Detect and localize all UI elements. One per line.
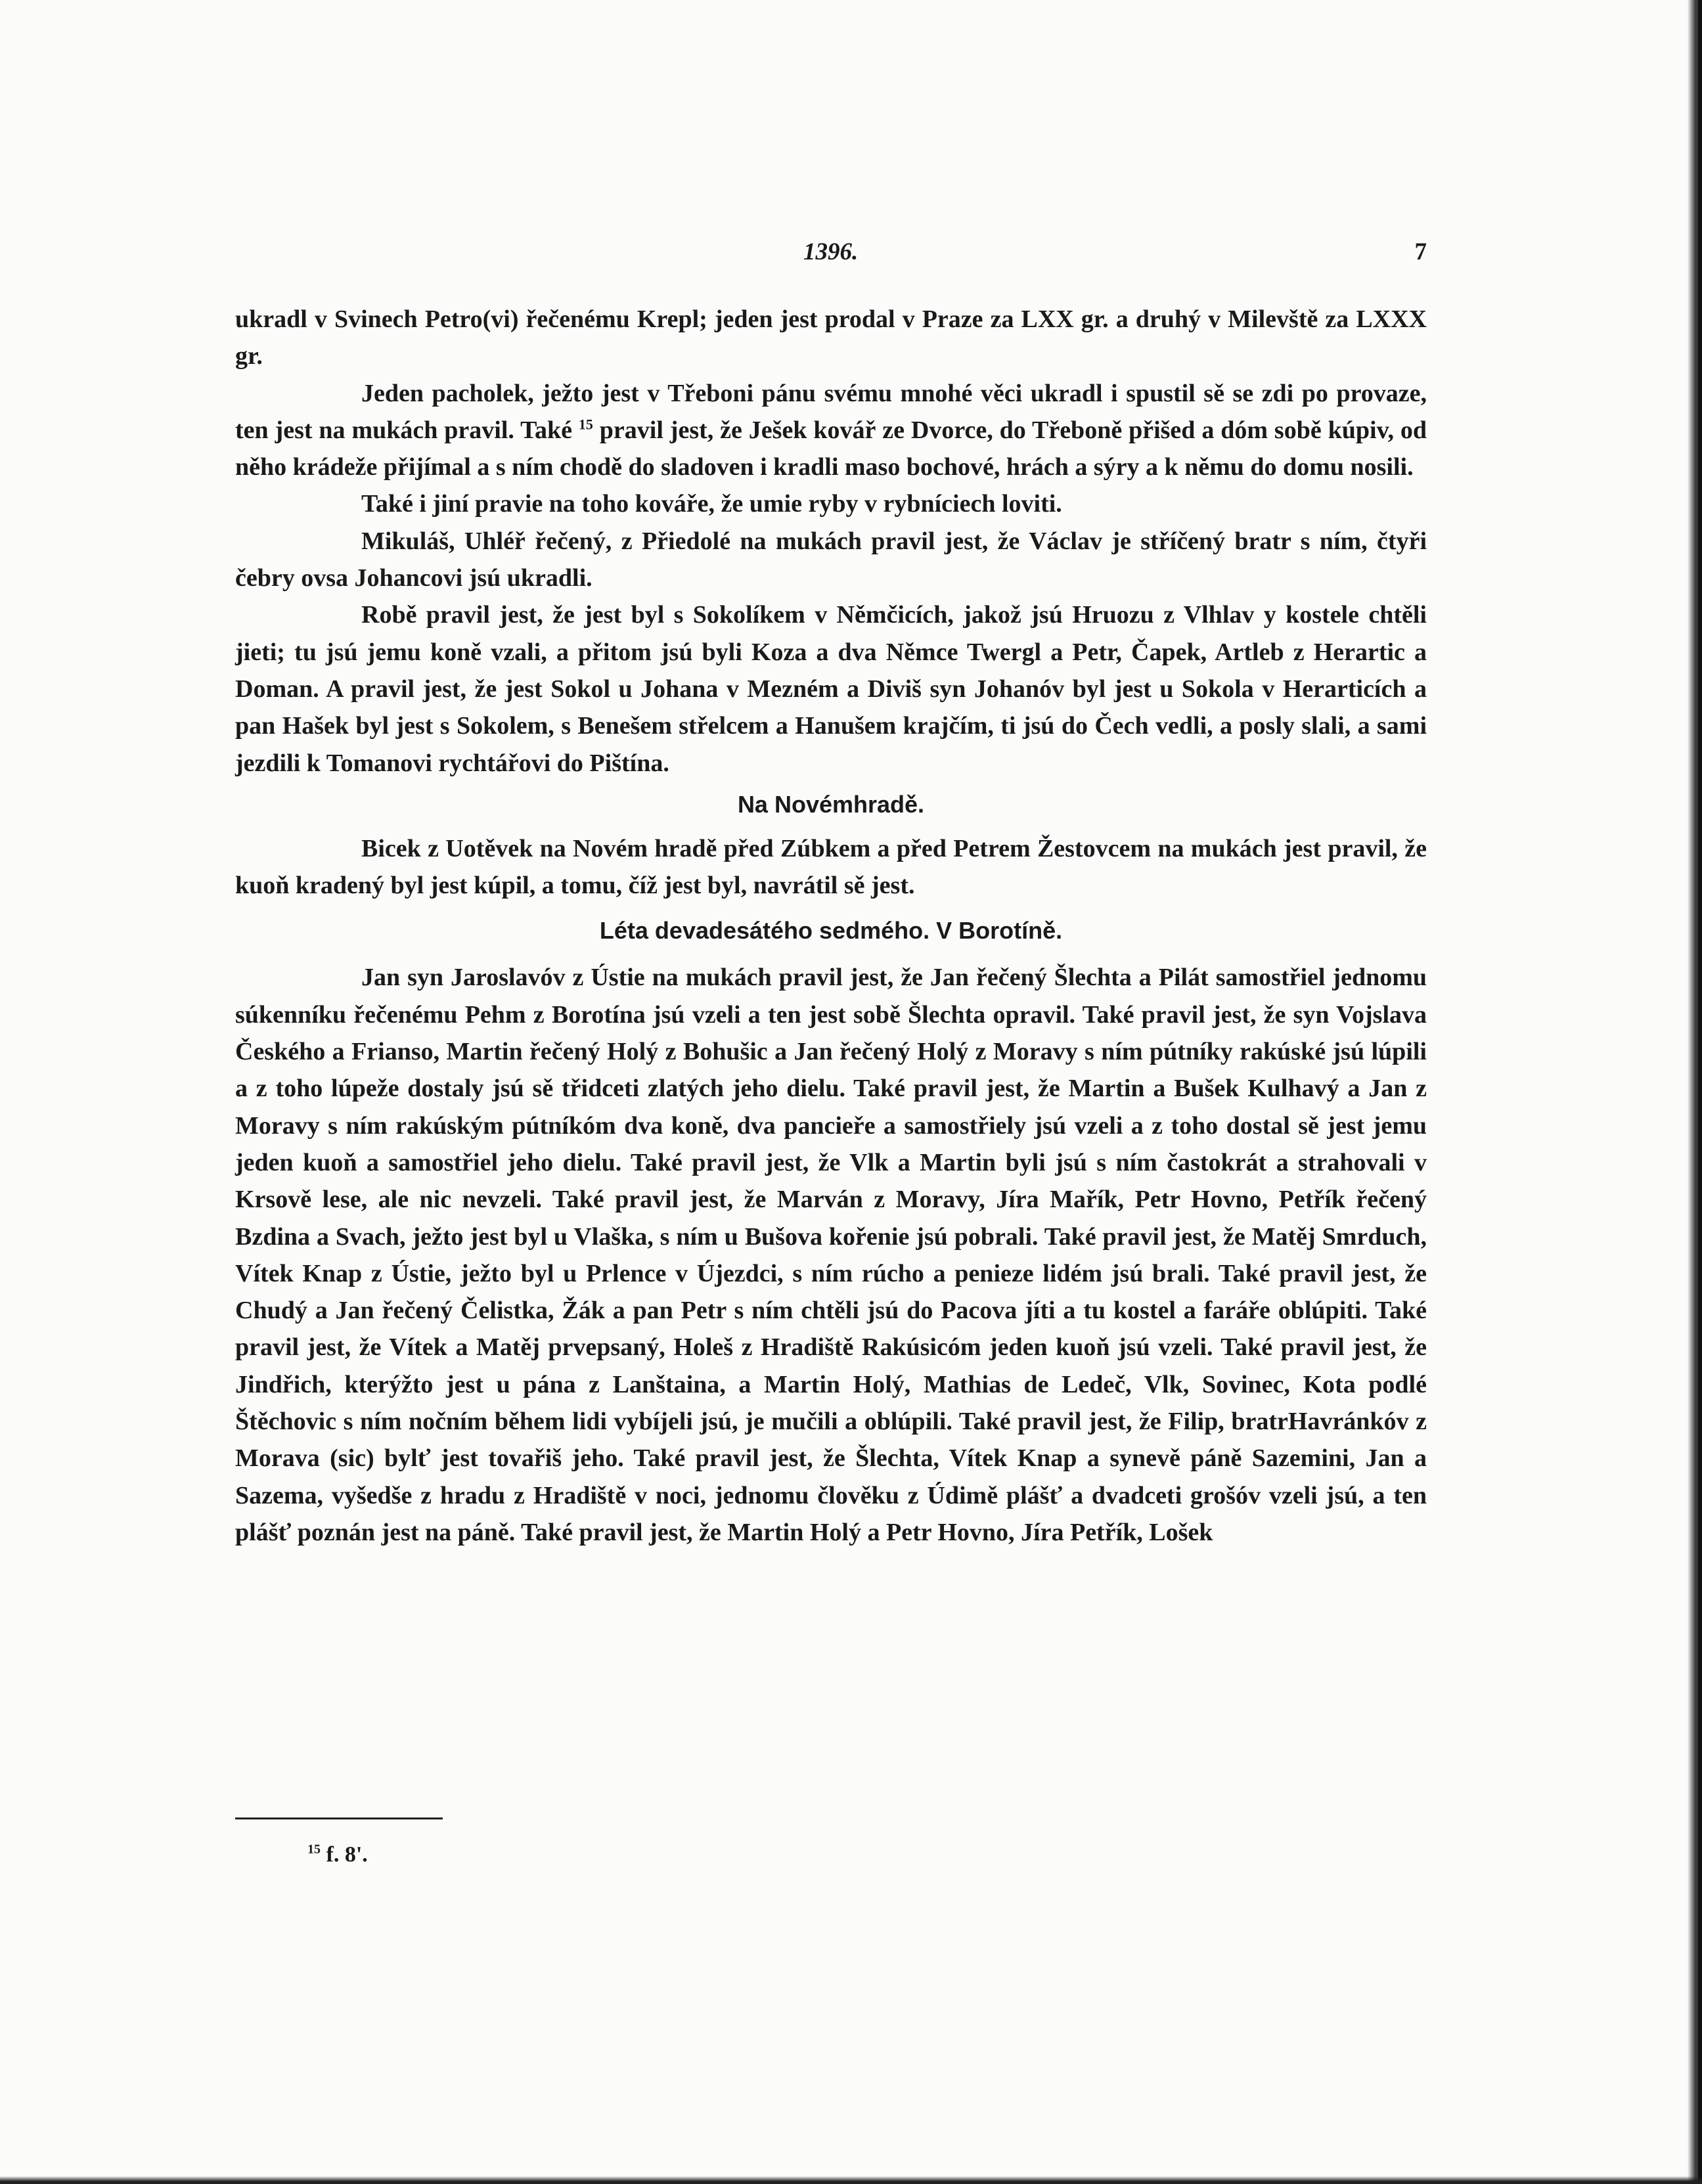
section-heading-borotine: Léta devadesátého sedmého. V Borotíně. (599, 917, 1063, 945)
footnote-reference: 15 (578, 416, 593, 433)
footnote (307, 1842, 368, 1867)
footnote-text: f. 8'. (326, 1842, 368, 1867)
paragraph-text: pravil jest, že Ješek kovář ze Dvorce, do Třeboně přišed a dóm sobě kúpiv, od něho krádeže přijímal a s ním chodě do sladoven i kradli maso bochové, hrách a sýry a k němu do domu nosili. (235, 416, 1427, 481)
paragraph-mikulas: Mikuláš, Uhléř řečený, z Přiedolé na mukách pravil jest, že Václav je stříčený bratr s ním, čtyři čebry ovsa Johancovi jsú ukradli. (235, 527, 1427, 592)
paragraph-continuation: ukradl v Svinech Petro(vi) řečenému Krepl; jeden jest prodal v Praze za LXX gr. a druhý v Milevště za LXXX gr. (235, 305, 1427, 370)
paragraph-pacholek (235, 375, 1427, 486)
paragraph-robe: Robě pravil jest, že jest byl s Sokolíkem v Němčicích, jakož jsú Hruozu z Vlhlav y kostele chtěli jieti; tu jsú jemu koně vzali, a přitom jsú byli Koza a dva Němce Twergl a Petr, Čapek, Artleb z Herartic a Doman. A pravil jest, že jest Sokol u Johana v Mezném a Diviš syn Johanóv byl jest u Sokola v Herarticích a pan Hašek byl jest s Sokolem, s Benešem střelcem a Hanušem krajčím, ti jsú do Čech vedli, a posly slali, a sami jezdili k Tomanovi rychtářovi do Pištína. (235, 601, 1427, 777)
page-number: 7 (1414, 238, 1427, 265)
page-edge-shadow-right (1688, 0, 1702, 2184)
paragraph-jini: Také i jiní pravie na toho kováře, že umie ryby v rybníciech loviti. (361, 490, 1062, 518)
page-edge-shadow-bottom (0, 2176, 1702, 2184)
paragraph-bicek: Bicek z Uotěvek na Novém hradě před Zúbkem a před Petrem Žestovcem na mukách jest pravil, že kuoň kradený byl jest kúpil, a tomu, číž jest byl, navrátil sě jest. (235, 834, 1427, 900)
running-header (235, 238, 1427, 277)
body-text (235, 301, 1427, 1551)
paragraph-text: Jeden pacholek, ježto jest v Třeboni pánu svému mnohé věci ukradl i spustil sě se zdi po provaze, ten jest na mukách pravil. Také (235, 379, 1427, 444)
section-heading-novemhrade: Na Novémhradě. (737, 790, 925, 818)
paragraph-jan-syn-jaroslavov: Jan syn Jaroslavóv z Ústie na mukách pravil jest, že Jan řečený Šlechta a Pilát samostřiel jednomu súkenníku řečenému Pehm z Borotína jsú vzeli a ten jest sobě Šlechta opravil. Také pravil jest, že syn Vojslava Českého a Frianso, Martin řečený Holý z Bohušic a Jan řečený Holý z Moravy s ním pútníky rakúské jsú lúpili a z toho lúpeže dostaly jsú sě třidceti zlatých jeho dielu. Také pravil jest, že Martin a Bušek Kulhavý a Jan z Moravy s ním rakúským pútníkóm dva koně, dva pancieře a samostřiely jsú vzeli a z toho dostal sě jest jemu jeden kuoň a samostřiel jeho dielu. Také pravil jest, že Vlk a Martin byli jsú s ním častokrát a strahovali v Krsově lese, ale nic nevzeli. Také pravil jest, že Marván z Moravy, Jíra Mařík, Petr Hovno, Petřík řečený Bzdina a Svach, ježto jest byl u Vlaška, s ním u Bušova kořenie jsú pobrali. Také pravil jest, že Matěj Smrduch, Vítek Knap z Ústie, ježto byl u Prlence v Újezdci, s ním rúcho a penieze lidém jsú brali. Také pravil jest, že Chudý a Jan řečený Čelistka, Žák a pan Petr s ním chtěli jsú do Pacova jíti a tu kostel a faráře oblúpiti. Také pravil jest, že Vítek a Matěj prvepsaný, Holeš z Hradiště Rakúsicóm jeden kuoň jsú vzeli. Také pravil jest, že Jindřich, kterýžto jest u pána z Lanštaina, a Martin Holý, Mathias de Ledeč, Vlk, Sovinec, Kota podlé Štěchovic s ním nočním během lidi vybíjeli jsú, je mučili a oblúpili. Také pravil jest, že Filip, bratrHavránkóv z Morava (sic) bylť jest tovařiš jeho. Také pravil jest, že Šlechta, Vítek Knap a synevě páně Sazemini, Jan a Sazema, vyšedše z hradu z Hradiště v noci, jednomu člověku z Údimě plášť a dvadceti grošóv vzeli jsú, a ten plášť poznán jest na páně. Také pravil jest, že Martin Holý a Petr Hovno, Jíra Petřík, Lošek (235, 964, 1427, 1546)
footnote-marker: 15 (307, 1842, 321, 1857)
footnote-divider (235, 1817, 443, 1819)
header-year: 1396. (803, 238, 859, 265)
